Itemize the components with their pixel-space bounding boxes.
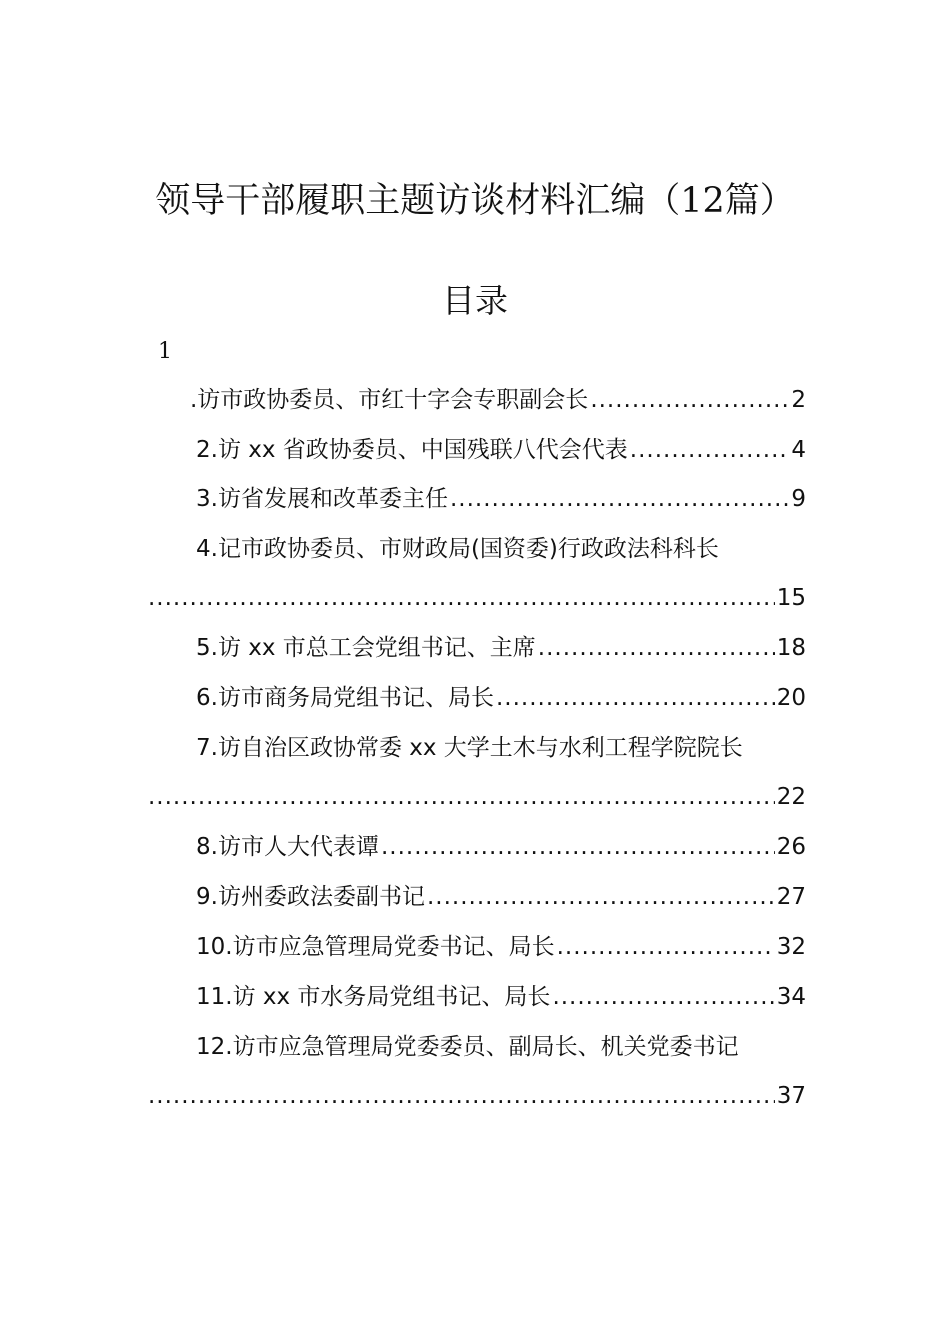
toc-entry[interactable] xyxy=(196,881,806,913)
title-count: 12 xyxy=(680,181,725,221)
toc-entry-page: 2 xyxy=(791,387,806,413)
toc-entry-continuation[interactable] xyxy=(146,1080,806,1112)
toc-leader-dots xyxy=(496,682,775,714)
toc-entry-title: 6.访市商务局党组书记、局长 xyxy=(196,685,494,711)
toc-entry[interactable] xyxy=(196,931,806,963)
toc-entry-page: 20 xyxy=(776,685,806,711)
toc-entry-title: .访市政协委员、市红十字会专职副会长 xyxy=(190,387,589,413)
toc-entry[interactable] xyxy=(196,831,806,863)
toc-entry[interactable] xyxy=(196,632,806,664)
toc-entry-title: 2.访 xx 省政协委员、中国残联八代会代表 xyxy=(196,437,628,463)
toc-entry-title: 10.访市应急管理局党委书记、局长 xyxy=(196,934,555,960)
toc-entry-title[interactable]: 7.访自治区政协常委 xx 大学土木与水利工程学院院长 xyxy=(196,735,743,761)
toc-leader-dots xyxy=(552,981,774,1013)
toc-entry-title: 8.访市人大代表谭 xyxy=(196,834,379,860)
toc-entry-title: 11.访 xx 市水务局党组书记、局长 xyxy=(196,984,551,1010)
toc-entry-page: 22 xyxy=(776,784,806,810)
toc-entry-page: 27 xyxy=(776,884,806,910)
toc-entry[interactable] xyxy=(196,434,806,466)
toc-leader-dots xyxy=(427,881,775,913)
toc-leader-dots xyxy=(590,384,789,416)
title-text: 领导干部履职主题访谈材料汇编（ xyxy=(155,181,681,221)
toc-leader-dots xyxy=(148,781,775,813)
toc-entry-title: 3.访省发展和改革委主任 xyxy=(196,486,448,512)
toc-leader-dots xyxy=(557,931,775,963)
toc-entry[interactable] xyxy=(196,981,806,1013)
toc-entry-page: 4 xyxy=(791,437,806,463)
toc-entry-page: 15 xyxy=(776,585,806,611)
toc-entry-title[interactable]: 12.访市应急管理局党委委员、副局长、机关党委书记 xyxy=(196,1034,739,1060)
toc-heading: 目录 xyxy=(442,281,508,320)
toc-entry[interactable] xyxy=(196,682,806,714)
toc-entry-continuation[interactable] xyxy=(146,582,806,614)
toc-entry-page: 34 xyxy=(776,984,806,1010)
toc-entry-page: 37 xyxy=(776,1083,806,1109)
toc-entry-title: 9.访州委政法委副书记 xyxy=(196,884,425,910)
toc-entry-title[interactable]: 4.记市政协委员、市财政局(国资委)行政政法科科长 xyxy=(196,536,719,562)
toc-entry-continuation[interactable] xyxy=(146,781,806,813)
toc-entry-title: 5.访 xx 市总工会党组书记、主席 xyxy=(196,635,536,661)
toc-leader-dots xyxy=(148,1080,775,1112)
toc-entry-page: 32 xyxy=(776,934,806,960)
title-suffix: 篇） xyxy=(724,181,795,221)
toc-leader-dots xyxy=(450,483,789,515)
toc-leader-dots xyxy=(630,434,790,466)
stray-number: 1 xyxy=(158,339,172,364)
toc-entry[interactable] xyxy=(190,384,806,416)
toc-entry[interactable] xyxy=(196,483,806,515)
toc-leader-dots xyxy=(381,831,775,863)
toc-entry-page: 18 xyxy=(776,635,806,661)
toc-entry-page: 9 xyxy=(791,486,806,512)
toc-leader-dots xyxy=(538,632,775,664)
toc-entry-page: 26 xyxy=(776,834,806,860)
toc-leader-dots xyxy=(148,582,775,614)
